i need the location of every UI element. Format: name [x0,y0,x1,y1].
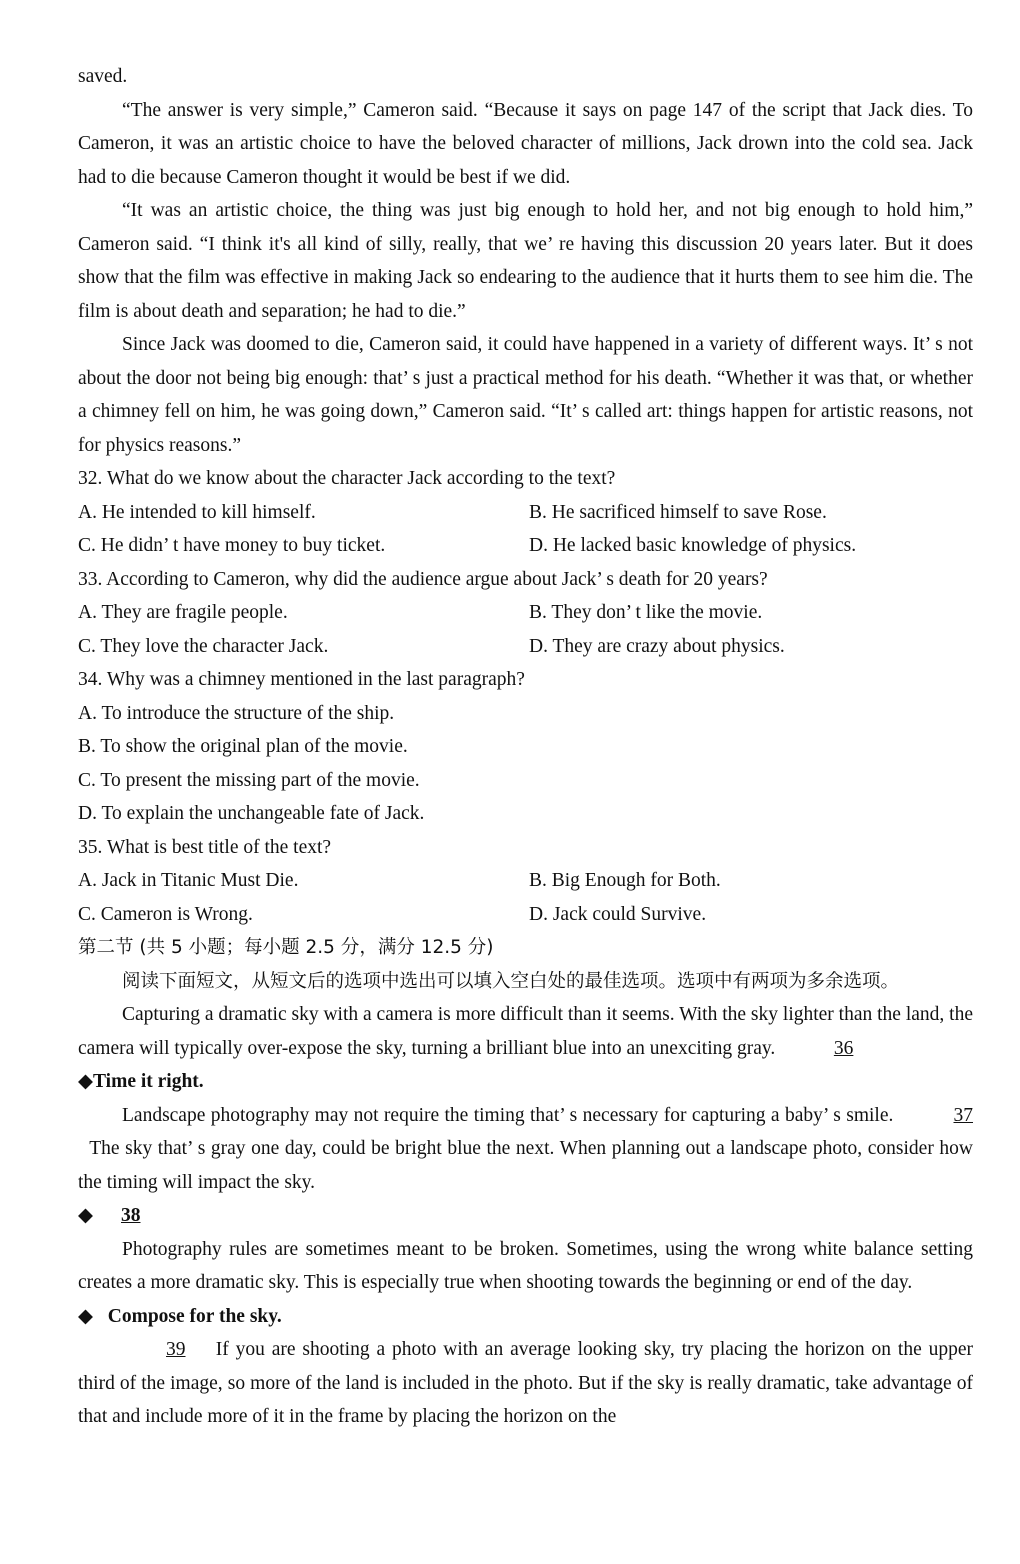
paragraph-answer-simple: “The answer is very simple,” Cameron said. “Because it says on page 147 of the script that Jack dies. To Cameron, it was an artistic choice to have the beloved character of millions, Jack drown into the cold sea. Jack had to die because Cameron thought it would be best if we did. [78,99,973,188]
question-33-option-c: C. They love the character Jack. [78,635,329,657]
passage-timing-after: The sky that’ s gray one day, could be bright blue the next. When planning out a landscape photo, consider how the timing will impact the sky. [78,1138,973,1193]
section-2-instruction: 阅读下面短文，从短文后的选项中选出可以填入空白处的最佳选项。选项中有两项为多余选项。 [122,970,900,992]
passage-timing-before: Landscape photography may not require the timing that’ s necessary for capturing a baby’ s smile. [122,1104,894,1126]
question-34-option-b: B. To show the original plan of the movie. [78,736,408,757]
question-32-option-b: B. He sacrificed himself to save Rose. [529,501,827,523]
question-35-option-a: A. Jack in Titanic Must Die. [78,870,299,891]
question-32-option-c: C. He didn’ t have money to buy ticket. [78,535,386,556]
subheading-compose-sky [78,1300,973,1334]
question-34-stem: 34. Why was a chimney mentioned in the last paragraph? [78,669,525,690]
paragraph-doomed-to-die: Since Jack was doomed to die, Cameron said, it could have happened in a variety of different ways. It’ s not about the door not being big enough: that’ s just a practical method for his death. “Whether it was that, or whether a chimney fell on him, he was going down,” Cameron said. “It’ s called art: things happen for artistic reasons, not for physics reasons.” [78,334,973,456]
question-32-option-d: D. He lacked basic knowledge of physics. [529,535,857,556]
question-32-options-row1 [78,496,973,530]
paragraph-artistic-choice: “It was an artistic choice, the thing was just big enough to hold her, and not big enough to hold him,” Cameron said. “I think it's all kind of silly, really, that we’ re having this discussion 20 years later. But it does show that the film was effective in making Jack so endearing to the audience that it hurts them to see him die. The film is about death and separation; he had to die.” [78,200,973,322]
question-33-option-d: D. They are crazy about physics. [529,635,785,657]
question-33-options-row1 [78,596,973,630]
question-34-option-a: A. To introduce the structure of the ship. [78,702,395,724]
question-32-stem: 32. What do we know about the character Jack according to the text? [78,468,616,489]
subheading-38 [78,1199,973,1233]
diamond-bullet-icon: ◆ [78,1305,93,1327]
subheading-time-it-right-text: Time it right. [93,1071,204,1092]
question-35-option-b: B. Big Enough for Both. [529,870,721,891]
question-35-options-row2 [78,898,973,932]
diamond-bullet-icon: ◆ [78,1071,93,1092]
passage-compose-text: If you are shooting a photo with an average looking sky, try placing the horizon on the upper third of the image, so more of the land is included in the photo. But if the sky is really dramatic, take advantage of that and include more of it in the frame by placing the horizon on the [78,1339,973,1427]
blank-36: 36 [833,1037,854,1059]
blank-39: 39 [166,1339,186,1360]
section-2-heading: 第二节 (共 5 小题；每小题 2.5 分，满分 12.5 分) [78,937,494,958]
subheading-compose-sky-text: Compose for the sky. [107,1305,282,1327]
question-35-option-c: C. Cameron is Wrong. [78,903,253,925]
question-35-options-row1 [78,864,973,898]
question-32-option-a: A. He intended to kill himself. [78,501,316,523]
question-33-option-b: B. They don’ t like the movie. [529,602,763,623]
passage-compose [78,1333,973,1434]
question-35-stem: 35. What is best title of the text? [78,836,332,858]
passage-white-balance: Photography rules are sometimes meant to be broken. Sometimes, using the wrong white balance setting creates a more dramatic sky. This is especially true when shooting towards the beginning or end of the day. [78,1238,973,1293]
exam-page [78,60,973,1434]
question-32-options-row2 [78,529,973,563]
question-33-option-a: A. They are fragile people. [78,602,288,623]
diamond-bullet-icon: ◆ [78,1205,93,1226]
subheading-time-it-right [78,1065,973,1099]
blank-37: 37 [953,1104,973,1126]
passage-timing [78,1099,973,1200]
top-fragment: saved. [78,66,128,87]
question-35-option-d: D. Jack could Survive. [529,903,707,925]
question-33-options-row2 [78,630,973,664]
passage-intro [78,998,973,1065]
passage-intro-text: Capturing a dramatic sky with a camera is more difficult than it seems. With the sky lighter than the land, the camera will typically over-expose the sky, turning a brilliant blue into an unexciting gray. [78,1004,973,1059]
question-34-option-c: C. To present the missing part of the movie. [78,769,420,791]
question-34-option-d: D. To explain the unchangeable fate of Jack. [78,803,425,824]
blank-38: 38 [121,1205,141,1226]
question-33-stem: 33. According to Cameron, why did the audience argue about Jack’ s death for 20 years? [78,568,768,590]
